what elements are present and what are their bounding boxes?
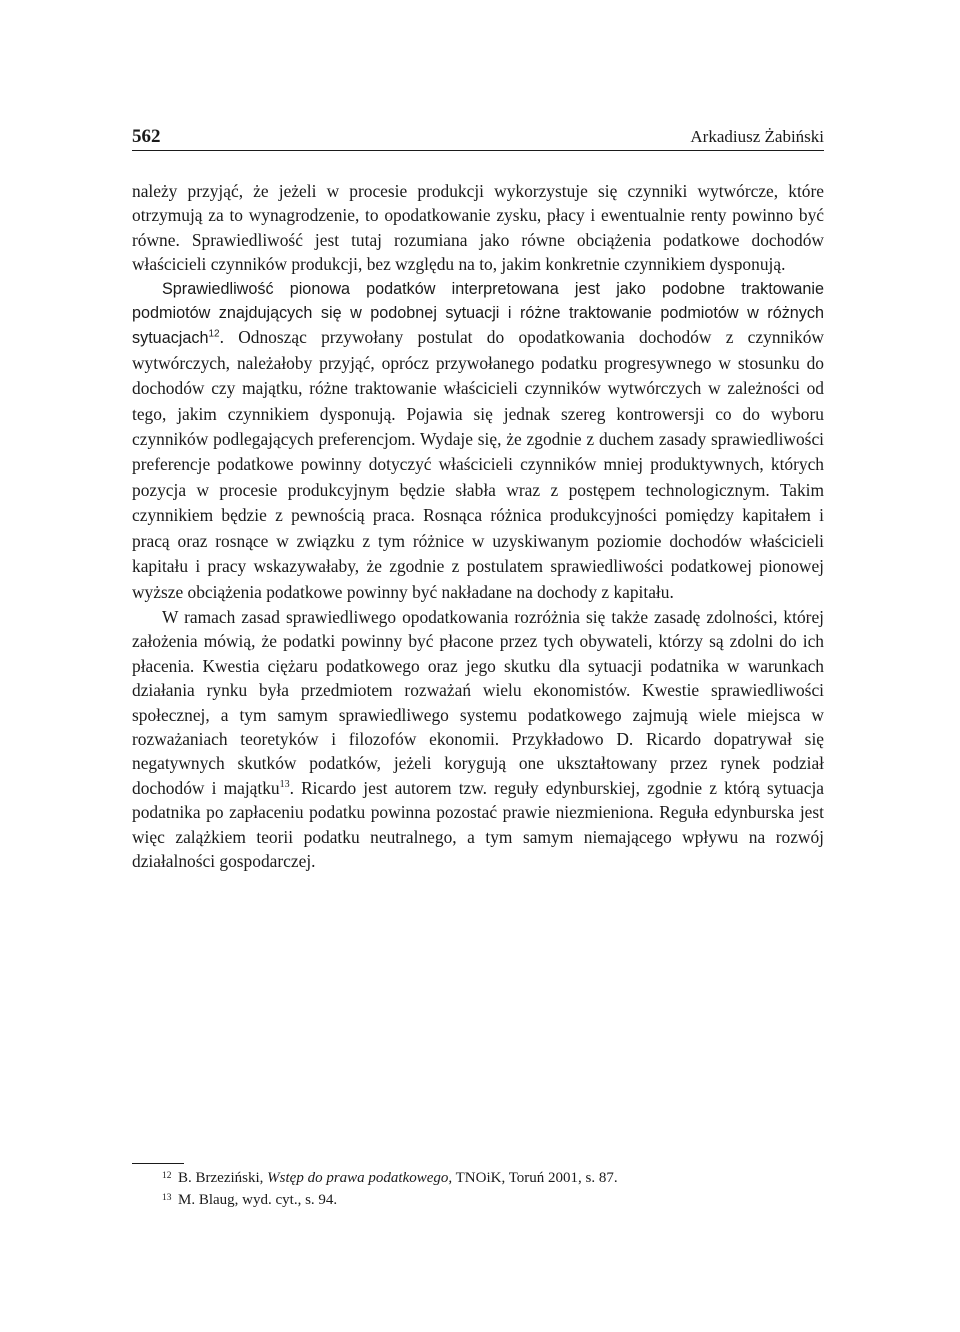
footnote-author: M. Blaug, wyd. cyt., s. 94. <box>178 1191 338 1208</box>
footnote-ref-12[interactable]: 12 <box>208 329 220 341</box>
footnote-text <box>162 1168 824 1190</box>
paragraph-1: należy przyjąć, że jeżeli w procesie produkcji wykorzystuje się czynniki wytwórcze, które otrzymują za to wynagrodzenie, to opodatkowanie zysku, płacy i ewentualnie renty powinno być równe. Sprawiedliwość jest tutaj rozumiana jako równe obciążenia podatkowe dochodów właścicieli czynników produkcji, bez względu na to, jakim konkretnie czynnikiem dysponują. <box>132 181 824 275</box>
paragraph-3-text-a: W ramach zasad sprawiedliwego opodatkowania rozróżnia się także zasadę zdolności, której założenia mówią, że podatki powinny być płacone przez tych obywateli, którzy są zdolni do ich płacenia. Kwestia ciężaru podatkowego oraz jego skutku dla sytuacji podatnika w warunkach działania rynku była przedmiotem rozważań wielu ekonomistów. Kwestie sprawiedliwości społecznej, a tym samym sprawiedliwego systemu podatkowego zajmują wiele miejsca w rozważaniach teoretyków i filozofów ekonomii. Przykładowo D. Ricardo dopatrywał się negatywnych skutków podatków, jeżeli korygują one ukształtowany przez rynek podział dochodów i majątku <box>132 606 824 798</box>
main-text <box>132 179 824 873</box>
footnote-author: B. Brzeziński, <box>178 1170 268 1186</box>
paragraph-2 <box>132 277 824 605</box>
footnote-separator <box>132 1163 184 1164</box>
page-number: 562 <box>132 126 161 147</box>
footnote-13 <box>132 1190 824 1212</box>
footnote-title: Wstęp do prawa podatkowego, <box>267 1170 453 1186</box>
paragraph-3 <box>132 605 824 873</box>
footnote-12 <box>132 1168 824 1190</box>
footnote-mark: 12 <box>162 1171 172 1181</box>
paragraph-2-text-b: . Odnosząc przywołany postulat do opodatkowania dochodów z czynników wytwórczych, należałoby przyjąć, oprócz przywołanego podatku progresywnego w stosunku do dochodów czy majątku, różne traktowanie właścicieli czynników wytwórczych w zależności od tego, jakim czynnikiem dysponują. Pojawia się jednak szereg kontrowersji co do wyboru czynników podlegających preferencjom. Wydaje się, że zgodnie z duchem zasady sprawiedliwości preferencje podatkowe powinny dotyczyć właścicieli czynników mniej produktywnych, których pozycja w procesie produkcyjnym będzie słabła wraz z postępem technologicznym. Takim czynnikiem będzie z pewnością praca. Rosnąca różnica produkcyjności pomiędzy kapitałem i pracą oraz rosnące w związku z tym różnice w uzyskiwanym poziomie dochodów właścicieli kapitału i pracy wskazywałaby, że zgodnie z postulatem sprawiedliwości podatkowej pionowej wyższe obciążenia podatkowe powinny być nakładane na dochody z kapitału. <box>132 327 824 602</box>
footnotes <box>132 1168 824 1211</box>
paragraph-3-text-b: . Ricardo jest autorem tzw. reguły edynburskiej, zgodnie z którą sytuacja podatnika po zapłaceniu podatku powinna pozostać prawie niezmieniona. Reguła edynburska jest więc zalążkiem teorii podatku neutralnego, a tym samym niemającego wpływu na rozwój działalności gospodarczej. <box>132 777 824 871</box>
footnote-mark: 13 <box>162 1192 172 1203</box>
running-head-author: Arkadiusz Żabiński <box>690 127 824 146</box>
footnote-text <box>162 1190 824 1212</box>
paragraph-2-text-a: Sprawiedliwość pionowa podatków interpretowana jest jako podobne traktowanie podmiotów znajdujących się w podobnej sytuacji i różne traktowanie podmiotów w różnych sytuacjach <box>132 279 824 348</box>
page-header <box>132 124 824 151</box>
footnote-ref-13[interactable]: 13 <box>279 778 290 790</box>
footnote-rest: TNOiK, Toruń 2001, s. 87. <box>452 1170 618 1186</box>
